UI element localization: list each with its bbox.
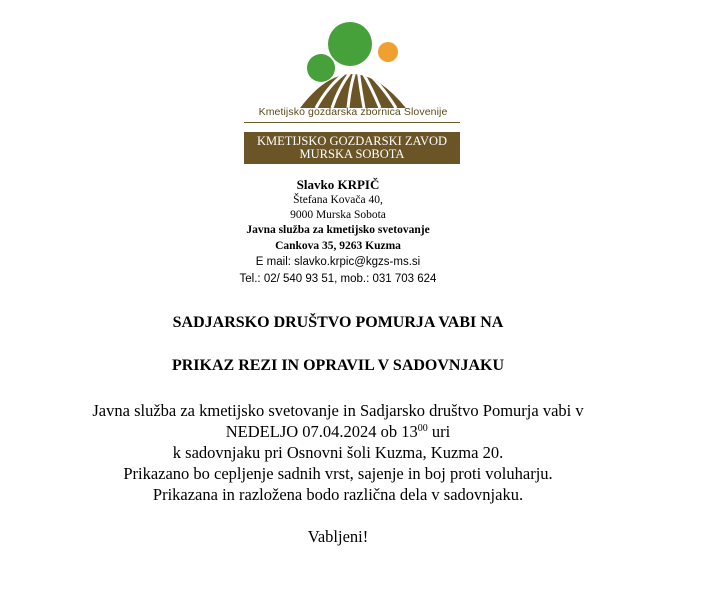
kgzs-logo-icon — [296, 18, 406, 108]
details-line4: Prikazano bo cepljenje sadnih vrst, sajenje in boj proti voluharju. — [123, 464, 553, 483]
date-text: NEDELJO 07.04.2024 ob 13 — [225, 422, 418, 441]
details-line1: Javna služba za kmetijsko svetovanje in Sadjarsko društvo Pomurja vabi v — [92, 401, 584, 420]
contact-service-address: Cankova 35, 9263 Kuzma — [275, 239, 401, 252]
time-minutes: 00 — [417, 423, 428, 434]
letterhead-logo — [240, 18, 466, 164]
divider — [244, 122, 460, 123]
institute-line1: KMETIJSKO GOZDARSKI ZAVOD — [256, 134, 448, 148]
contact-city: 9000 Murska Sobota — [290, 209, 386, 221]
contact-email: E mail: slavko.krpic@kgzs-ms.si — [255, 256, 421, 268]
event-details — [0, 400, 676, 505]
contact-phone: Tel.: 02/ 540 93 51, mob.: 031 703 624 — [239, 273, 437, 285]
time-suffix: uri — [427, 422, 451, 441]
closing-text: Vabljeni! — [307, 527, 369, 546]
details-date — [0, 421, 676, 442]
contact-name: Slavko KRPIČ — [296, 177, 380, 192]
contact-street: Štefana Kovača 40, — [293, 194, 383, 206]
institute-banner — [244, 132, 460, 164]
details-line5: Prikazana in razložena bodo različna dela v sadovnjaku. — [152, 485, 524, 504]
org-name: Kmetijsko gozdarska zbornica Slovenije — [258, 106, 448, 118]
contact-block — [0, 176, 676, 288]
heading-invite: SADJARSKO DRUŠTVO POMURJA VABI NA — [172, 314, 504, 331]
heading-event: PRIKAZ REZI IN OPRAVIL V SADOVNJAKU — [171, 357, 505, 374]
institute-line2: MURSKA SOBOTA — [299, 147, 405, 161]
contact-service: Javna služba za kmetijsko svetovanje — [246, 224, 430, 236]
details-location: k sadovnjaku pri Osnovni šoli Kuzma, Kuzma 20. — [172, 443, 504, 462]
